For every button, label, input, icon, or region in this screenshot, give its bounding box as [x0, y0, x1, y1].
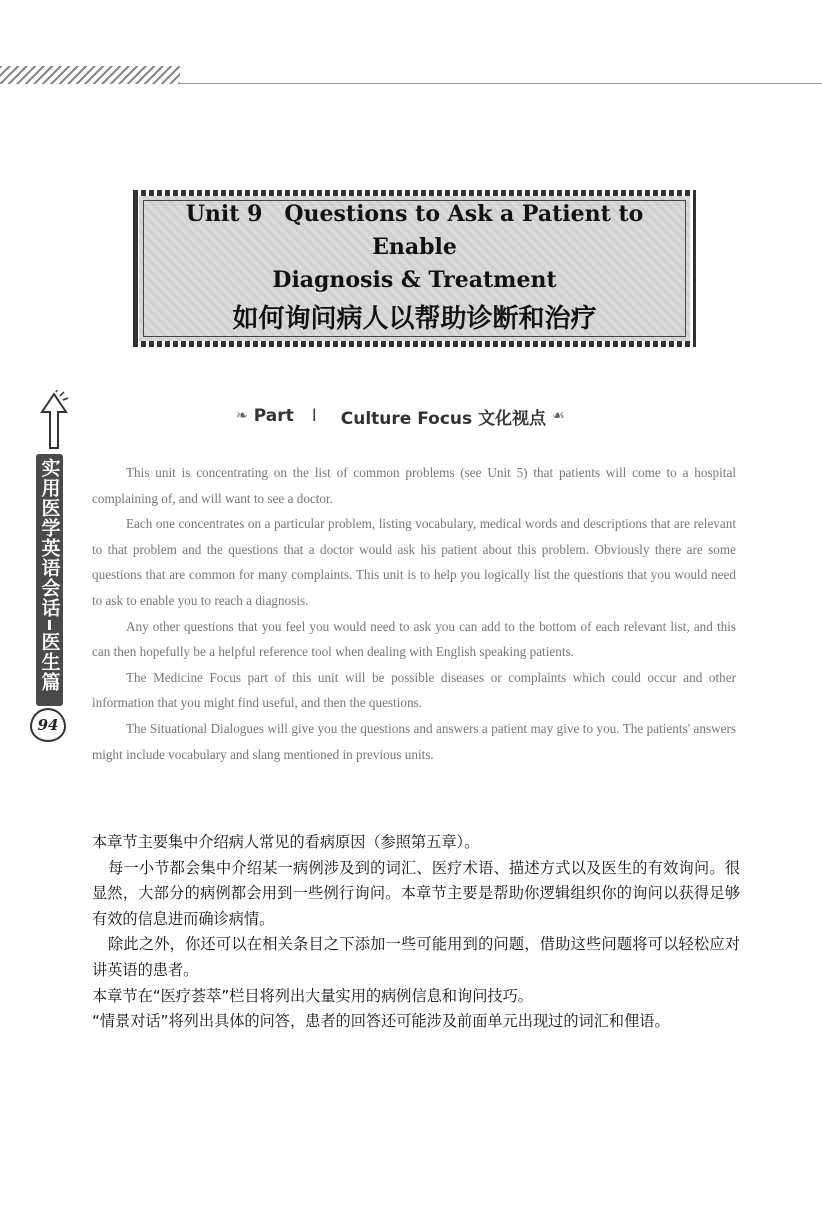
english-paragraph: The Medicine Focus part of this unit will be possible diseases or complaints which could occur and other information that you might find useful, and then the questions.	[92, 669, 736, 711]
header-rule	[180, 83, 822, 84]
leaf-icon: ❧	[236, 408, 248, 424]
unit-title-text: Questions to Ask a Patient to Enable	[284, 201, 644, 260]
english-paragraph: This unit is concentrating on the list of common problems (see Unit 5) that patients will come to a hospital complaining of, and will want to see a doctor.	[92, 465, 736, 506]
section-heading	[236, 402, 616, 430]
page-number: 94	[30, 708, 66, 742]
unit-title-line1	[144, 198, 685, 264]
side-tab	[26, 390, 70, 750]
chinese-paragraph: 本章节主要集中介绍病人常见的看病原因（参照第五章）。	[92, 833, 480, 851]
english-paragraph: Any other questions that you feel you would need to ask you can add to the bottom of each relevant list, and this can then hopefully be a helpful reference tool when dealing with English speaking patients.	[92, 618, 736, 660]
chinese-text	[92, 830, 740, 1035]
chinese-paragraph: “情景对话”将列出具体的问答，患者的回答还可能涉及前面单元出现过的词汇和俚语。	[92, 1012, 670, 1031]
leaf-icon: ☙	[552, 408, 565, 424]
side-tab-bar	[36, 454, 63, 706]
english-text	[92, 460, 736, 767]
unit-title-inner	[143, 200, 686, 337]
english-paragraph: Each one concentrates on a particular problem, listing vocabulary, medical words and descriptions that are relevant to that problem and the questions that a doctor would ask his patient about this problem. Obviously there are some questions that are common for many complaints. This unit is to help you logically list the questions that you would need to ask to enable you to reach a diagnosis.	[92, 516, 736, 608]
side-tab-divider	[48, 620, 51, 630]
english-paragraph: The Situational Dialogues will give you the questions and answers a patient may give to you. The patients' answers might include vocabulary and slang mentioned in previous units.	[92, 720, 736, 762]
chinese-paragraph: 每一小节都会集中介绍某一病例涉及到的词汇、医疗术语、描述方式以及医生的有效询问。很显然，大部分的病例都会用到一些例行询问。本章节主要是帮助你逻辑组织你的询问以获得足够有效的信息进而确诊病情。	[92, 858, 740, 928]
unit-title-chinese: 如何询问病人以帮助诊断和治疗	[232, 304, 597, 334]
unit-number: Unit 9	[185, 201, 263, 227]
unit-title-box	[133, 190, 696, 347]
unit-title-line2: Diagnosis & Treatment	[272, 267, 557, 293]
chinese-paragraph: 除此之外，你还可以在相关条目之下添加一些可能用到的问题，借助这些问题将可以轻松应对讲英语的患者。	[92, 935, 740, 979]
volume-title: 医生篇	[38, 632, 61, 692]
chinese-paragraph: 本章节在“医疗荟萃”栏目将列出大量实用的病例信息和询问技巧。	[92, 986, 533, 1005]
part-label: Part	[253, 406, 294, 426]
part-number: Ⅰ	[311, 406, 317, 426]
section-title: Culture Focus 文化视点	[340, 408, 547, 429]
arrow-up-icon	[36, 390, 70, 450]
header-hatch-decoration	[0, 66, 180, 84]
book-title: 实用医学英语会话	[38, 458, 61, 618]
